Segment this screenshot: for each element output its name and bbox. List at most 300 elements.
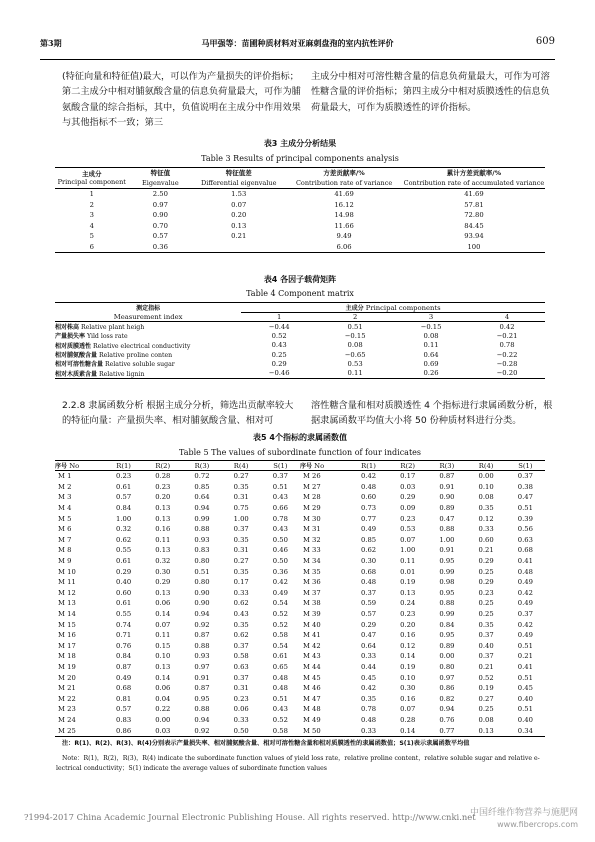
t5-header-r4-left: R(4) bbox=[233, 461, 249, 470]
t4-header-pc bbox=[241, 303, 545, 313]
index-name-en: Yild loss rate bbox=[86, 333, 128, 341]
table-cell: 0.35 bbox=[360, 694, 377, 703]
table-cell: 0.92 bbox=[194, 726, 210, 735]
sample-id: M 44 bbox=[302, 662, 321, 671]
table-cell: 0.94 bbox=[194, 715, 210, 724]
table-cell: 0.94 bbox=[439, 705, 455, 714]
sample-id: M 20 bbox=[58, 673, 76, 682]
table-cell: 0.84 bbox=[439, 620, 455, 629]
index-name-en: Relative lignin bbox=[98, 370, 145, 378]
table-cell: 0.35 bbox=[478, 504, 494, 513]
table-cell: 0.87 bbox=[194, 684, 210, 693]
t4-header-index-en: Measurement index bbox=[113, 312, 183, 321]
table-cell: 0.12 bbox=[478, 514, 494, 523]
table-cell: 0.57 bbox=[152, 232, 168, 241]
measurement-index-label bbox=[55, 331, 241, 340]
table-cell: 0.35 bbox=[478, 620, 494, 629]
table-cell: 0.76 bbox=[116, 641, 132, 650]
table-cell: 0.20 bbox=[400, 620, 416, 629]
table-cell: 0.33 bbox=[233, 715, 249, 724]
index-name-cn: 相对木质素含量 bbox=[55, 370, 98, 378]
table-cell: 2 bbox=[89, 200, 94, 209]
table-cell: 0.52 bbox=[272, 620, 288, 629]
table-cell: 0.47 bbox=[517, 493, 533, 502]
table-cell: 0.01 bbox=[400, 567, 416, 576]
loading-value: 0.29 bbox=[271, 359, 287, 368]
table-cell: 0.91 bbox=[439, 482, 455, 491]
table-cell: 0.38 bbox=[517, 482, 533, 491]
table-cell: 0.64 bbox=[360, 641, 377, 650]
table-cell: 0.35 bbox=[233, 620, 249, 629]
table-row bbox=[55, 651, 545, 662]
table-row bbox=[55, 577, 545, 588]
table-cell: 0.33 bbox=[360, 652, 377, 661]
t4-header-pc-cn: 主成分 bbox=[345, 305, 364, 312]
table-row bbox=[55, 725, 545, 736]
sample-id: M 12 bbox=[58, 588, 76, 597]
t5-header-no-en-left: No bbox=[69, 462, 80, 470]
sample-id: M 19 bbox=[58, 662, 76, 671]
table-cell: 0.21 bbox=[517, 652, 533, 661]
table-cell: 0.83 bbox=[116, 715, 132, 724]
table-cell: 0.90 bbox=[194, 588, 210, 597]
table-row bbox=[55, 368, 545, 378]
t3-header-acc-en: Contribution rate of accumulated variance bbox=[403, 179, 545, 187]
table-row bbox=[55, 503, 545, 514]
table-cell: 0.97 bbox=[439, 673, 455, 682]
table-cell: 0.60 bbox=[116, 588, 132, 597]
sample-id: M 50 bbox=[302, 726, 321, 735]
table4-caption-cn: 表4 各因子载荷矩阵 bbox=[263, 275, 337, 284]
t5-header-r2-right: R(2) bbox=[400, 461, 416, 470]
table-cell: 0.11 bbox=[155, 535, 171, 544]
table-cell: 0.49 bbox=[517, 599, 533, 608]
table-cell: 0.34 bbox=[517, 726, 533, 735]
table-cell: 0.95 bbox=[439, 588, 455, 597]
table-cell: 0.13 bbox=[155, 546, 171, 555]
measurement-index-label bbox=[55, 359, 241, 368]
table-cell: 0.43 bbox=[272, 705, 288, 714]
table-cell: 0.51 bbox=[272, 482, 288, 491]
watermark-logo bbox=[470, 808, 578, 830]
t4-header-pc-en: Principal components bbox=[365, 304, 441, 312]
table-cell: 0.91 bbox=[194, 673, 210, 682]
table3-pca-results bbox=[55, 167, 545, 253]
table-cell: 0.33 bbox=[478, 525, 494, 534]
table-cell: 0.06 bbox=[233, 705, 249, 714]
sample-id: M 25 bbox=[58, 726, 76, 735]
table-cell: 0.87 bbox=[116, 662, 132, 671]
sample-id: M 4 bbox=[58, 504, 72, 513]
table-cell: 0.37 bbox=[478, 652, 494, 661]
table-cell: 0.50 bbox=[272, 535, 288, 544]
table-cell: 14.98 bbox=[334, 211, 354, 220]
table-cell: 0.62 bbox=[233, 599, 249, 608]
table-cell: 0.35 bbox=[233, 535, 249, 544]
table-cell: 0.62 bbox=[116, 535, 132, 544]
table-cell: 0.84 bbox=[116, 652, 132, 661]
table-cell: 0.63 bbox=[233, 662, 249, 671]
table-cell: 0.48 bbox=[517, 567, 533, 576]
index-name-en: Relative electrical conductivity bbox=[92, 342, 191, 350]
sample-id: M 29 bbox=[302, 504, 321, 513]
sample-id: M 17 bbox=[58, 641, 76, 650]
table-cell: 0.99 bbox=[439, 610, 455, 619]
table-row bbox=[55, 588, 545, 599]
table-cell: 1.00 bbox=[116, 514, 132, 523]
running-title: 马甲强等：苗圃种质材料对亚麻刺盘孢的室内抗性评价 bbox=[201, 38, 394, 48]
t5-header-no-right bbox=[300, 461, 349, 471]
table-cell: 0.81 bbox=[116, 694, 132, 703]
table-row bbox=[55, 545, 545, 556]
sample-id: M 11 bbox=[58, 578, 76, 587]
t5-header-no-en-right: No bbox=[314, 462, 325, 470]
index-name-en: Relative soluble sugar bbox=[104, 361, 175, 369]
table-row bbox=[55, 231, 545, 242]
loading-value: −0.15 bbox=[344, 331, 366, 340]
table-cell: 0.64 bbox=[194, 493, 210, 502]
table-cell: 0.94 bbox=[194, 610, 210, 619]
t5-header-r4-right: R(4) bbox=[478, 461, 494, 470]
table-cell: 0.25 bbox=[478, 610, 494, 619]
sample-id: M 48 bbox=[302, 705, 321, 714]
table-cell: 1.00 bbox=[400, 546, 416, 555]
t5-header-r1-left: R(1) bbox=[116, 461, 131, 470]
table-cell: 0.78 bbox=[360, 705, 377, 714]
table-cell: 0.48 bbox=[272, 684, 288, 693]
table-cell: 16.12 bbox=[334, 200, 354, 209]
table-cell: 0.86 bbox=[439, 684, 455, 693]
table-cell: 0.60 bbox=[478, 535, 494, 544]
table-cell: 0.62 bbox=[360, 546, 377, 555]
table-cell: 0.29 bbox=[116, 567, 132, 576]
table-cell: 0.21 bbox=[478, 546, 494, 555]
measurement-index-label bbox=[55, 341, 241, 350]
table-cell: 0.61 bbox=[116, 599, 132, 608]
sample-id: M 7 bbox=[58, 535, 72, 544]
t3-header-var-en: Contribution rate of variance bbox=[295, 179, 393, 187]
table-cell: 0.48 bbox=[360, 715, 377, 724]
table-cell: 0.57 bbox=[360, 610, 377, 619]
table-cell: 0.92 bbox=[194, 620, 210, 629]
table-cell: 0.52 bbox=[272, 715, 288, 724]
table-cell: 0.37 bbox=[233, 673, 249, 682]
table-row bbox=[55, 513, 545, 524]
table-cell: 9.49 bbox=[336, 232, 352, 241]
t4-header-pc2: 2 bbox=[352, 313, 358, 321]
table-cell: 0.21 bbox=[478, 662, 494, 671]
table-cell: 0.45 bbox=[517, 684, 533, 693]
table-cell: 0.07 bbox=[231, 200, 247, 209]
table-cell: 0.93 bbox=[194, 652, 210, 661]
table-cell: 0.42 bbox=[517, 620, 533, 629]
table-cell: 0.65 bbox=[272, 662, 288, 671]
header-rule bbox=[40, 59, 555, 60]
table-cell: 100 bbox=[467, 242, 481, 251]
table-cell: 0.51 bbox=[517, 673, 533, 682]
table-cell: 0.14 bbox=[155, 673, 171, 682]
table-cell: 0.90 bbox=[439, 493, 455, 502]
table-cell: 0.50 bbox=[272, 557, 288, 566]
sample-id: M 42 bbox=[302, 641, 321, 650]
sample-id: M 49 bbox=[302, 715, 321, 724]
table-cell: 0.55 bbox=[116, 610, 132, 619]
sample-id: M 24 bbox=[58, 715, 76, 724]
table-row bbox=[55, 609, 545, 620]
t4-header-pc4: 4 bbox=[504, 313, 510, 321]
loading-value: 0.25 bbox=[271, 350, 287, 359]
table-cell: 0.25 bbox=[478, 705, 494, 714]
table-cell: 0.40 bbox=[478, 641, 494, 650]
table-cell: 0.90 bbox=[152, 211, 168, 220]
table-cell: 0.03 bbox=[155, 726, 171, 735]
loading-value: 0.53 bbox=[347, 359, 363, 368]
table-cell: 0.87 bbox=[194, 631, 210, 640]
table-cell: 0.70 bbox=[152, 221, 168, 230]
watermark-text-cn: 中国纤维作物营养与施肥网 bbox=[470, 808, 579, 818]
table-cell: 0.54 bbox=[272, 599, 288, 608]
table-cell: 0.25 bbox=[478, 599, 494, 608]
table-cell: 0.48 bbox=[360, 482, 377, 491]
table-cell: 0.37 bbox=[272, 472, 288, 481]
table-cell: 0.75 bbox=[233, 504, 249, 513]
table-cell: 1.53 bbox=[231, 190, 247, 199]
watermark-url: www.fibercrops.com bbox=[497, 820, 579, 829]
table-cell: 0.06 bbox=[155, 599, 171, 608]
table-cell: 0.23 bbox=[155, 482, 171, 491]
table-cell: 0.39 bbox=[517, 514, 533, 523]
t3-header-diff-cn: 特征值差 bbox=[225, 169, 252, 177]
measurement-index-label bbox=[55, 368, 241, 378]
table-cell: 0.88 bbox=[194, 705, 210, 714]
index-name-cn: 相对株高 bbox=[55, 324, 80, 332]
t4-header-index-cn: 测定指标 bbox=[136, 305, 161, 313]
loading-value: −0.44 bbox=[268, 322, 290, 331]
table-cell: 0.68 bbox=[517, 546, 533, 555]
sample-id: M 5 bbox=[58, 514, 72, 523]
table-cell: 0.93 bbox=[194, 535, 210, 544]
t3-header-diff-en: Differential eigenvalue bbox=[201, 179, 277, 187]
table5-note-cn: 注：R(1)、R(2)、R(3)、R(4)分别表示产量损失率、相对脯氨酸含量、相对可溶性糖含量和相对质膜透性的隶属函数值；S(1)表示隶属函数平均值 bbox=[62, 740, 470, 747]
table-cell: 0.14 bbox=[155, 610, 171, 619]
sample-id: M 37 bbox=[302, 588, 321, 597]
table-cell: 0.36 bbox=[272, 567, 288, 576]
table-cell: 0.37 bbox=[478, 631, 494, 640]
table-cell: 0.20 bbox=[155, 493, 171, 502]
table-cell: 0.36 bbox=[152, 242, 168, 251]
loading-value: 0.51 bbox=[347, 322, 363, 331]
table-cell: 0.88 bbox=[439, 525, 455, 534]
sample-id: M 2 bbox=[58, 482, 72, 491]
table-row bbox=[55, 683, 545, 694]
table-cell: 0.82 bbox=[439, 694, 455, 703]
table-cell: 0.97 bbox=[194, 662, 210, 671]
table-cell: 0.37 bbox=[517, 610, 533, 619]
loading-value: 0.11 bbox=[423, 341, 439, 350]
table-cell: 0.89 bbox=[439, 504, 455, 513]
table-cell: 0.48 bbox=[360, 578, 377, 587]
table-cell: 0.31 bbox=[233, 493, 249, 502]
table-cell: 0.37 bbox=[233, 641, 249, 650]
table-cell: 0.29 bbox=[400, 493, 416, 502]
table-cell: 0.04 bbox=[155, 694, 171, 703]
table-cell: 0.13 bbox=[155, 662, 171, 671]
section-2-2-8-right: 溶性糖含量和相对质膜透性 4 个指标进行隶属函数分析，根据隶属函数平均值大小将 50 份种质材料进行分类。 bbox=[311, 400, 553, 427]
section-2-2-8-left: 2.2.8 隶属函数分析 根据主成分分析，筛选出贡献率较大的特征向量：产量损失率、相对脯氨酸含量、相对可 bbox=[62, 400, 294, 427]
loading-value: −0.21 bbox=[496, 331, 518, 340]
table-cell: 0.35 bbox=[233, 482, 249, 491]
table-row bbox=[55, 200, 545, 211]
t3-header-pc-cn: 主成分 bbox=[82, 170, 102, 178]
table-cell: 0.07 bbox=[400, 535, 416, 544]
table-row bbox=[55, 242, 545, 253]
table-cell: 0.55 bbox=[116, 546, 132, 555]
table-cell: 0.08 bbox=[478, 715, 494, 724]
table-cell: 0.85 bbox=[194, 482, 210, 491]
table5-note-en-2: lectrical conductivity；S(1) indicate the average values of subordinate function values bbox=[56, 765, 327, 772]
table-cell: 0.11 bbox=[155, 631, 171, 640]
table-cell: 0.30 bbox=[155, 567, 171, 576]
table-cell: 0.51 bbox=[517, 641, 533, 650]
table-cell: 0.19 bbox=[400, 662, 416, 671]
table-cell: 0.13 bbox=[231, 221, 247, 230]
loading-value: 0.69 bbox=[423, 359, 439, 368]
sample-id: M 18 bbox=[58, 652, 76, 661]
table-cell: 0.43 bbox=[272, 525, 288, 534]
loading-value: 0.43 bbox=[271, 341, 287, 350]
index-name-en: Relative proline conten bbox=[98, 352, 173, 360]
table-cell: 6.06 bbox=[336, 242, 352, 251]
table-cell: 0.59 bbox=[360, 599, 377, 608]
sample-id: M 27 bbox=[302, 482, 321, 491]
t5-header-r2-left: R(2) bbox=[155, 461, 171, 470]
t3-header-acc-cn: 累计方差贡献率/% bbox=[446, 169, 502, 177]
table-row bbox=[55, 331, 545, 340]
table-cell: 0.37 bbox=[360, 588, 377, 597]
table-cell: 0.25 bbox=[478, 567, 494, 576]
loading-value: 0.78 bbox=[499, 341, 515, 350]
table-row bbox=[55, 556, 545, 567]
sample-id: M 41 bbox=[302, 631, 321, 640]
table-cell: 0.14 bbox=[400, 652, 416, 661]
table-cell: 0.28 bbox=[400, 715, 416, 724]
running-header bbox=[40, 38, 555, 50]
table-cell: 0.51 bbox=[517, 705, 533, 714]
table-row bbox=[55, 715, 545, 726]
table-cell: 0.31 bbox=[233, 546, 249, 555]
table-cell: 0.13 bbox=[155, 588, 171, 597]
table-cell: 72.80 bbox=[464, 211, 484, 220]
index-name-cn: 相对脯氨酸含量 bbox=[55, 352, 98, 360]
table-cell: 0.80 bbox=[194, 557, 210, 566]
copyright-footer: ?1994-2017 China Academic Journal Electronic Publishing House. All rights reserved. http://www.cnki.net bbox=[24, 812, 476, 822]
table-cell: 0.30 bbox=[360, 557, 377, 566]
loading-value: 0.52 bbox=[271, 331, 287, 340]
index-name-cn: 相对质膜透性 bbox=[55, 342, 92, 350]
t5-header-s1-right: S(1) bbox=[518, 461, 533, 470]
table-cell: 0.13 bbox=[478, 726, 494, 735]
table-cell: 0.88 bbox=[194, 525, 210, 534]
table-row bbox=[55, 221, 545, 232]
table-cell: 2.50 bbox=[152, 190, 168, 199]
table-row bbox=[55, 322, 545, 332]
body-paragraph-left: (特征向量和特征值)最大，可以作为产量损失的评价指标；第二主成分中相对脯氨酸含量的信息负荷量最大，可作为脯氨酸含量的综合指标，其中，负值说明在主成分中作用效果与其他指标不一致；第三 bbox=[62, 71, 301, 129]
table-cell: 0.42 bbox=[272, 578, 288, 587]
table-cell: 1.00 bbox=[439, 535, 455, 544]
table5-caption-en: Table 5 The values of subordinate function of four indicates bbox=[179, 448, 421, 457]
table-cell: 0.13 bbox=[400, 588, 416, 597]
table-cell: 0.12 bbox=[400, 641, 416, 650]
table-cell: 0.37 bbox=[517, 472, 533, 481]
table-row bbox=[55, 704, 545, 715]
table-row bbox=[55, 359, 545, 368]
table-cell: 0.60 bbox=[360, 493, 377, 502]
table-cell: 0.07 bbox=[155, 620, 171, 629]
table-cell: 0.77 bbox=[360, 514, 377, 523]
table-cell: 0.95 bbox=[439, 557, 455, 566]
table-cell: 0.23 bbox=[400, 610, 416, 619]
table-cell: 0.42 bbox=[360, 472, 377, 481]
table-cell: 0.46 bbox=[272, 546, 288, 555]
sample-id: M 23 bbox=[58, 705, 76, 714]
table-cell: 0.13 bbox=[155, 504, 171, 513]
table-cell: 0.40 bbox=[517, 715, 533, 724]
sample-id: M 14 bbox=[58, 610, 76, 619]
table-cell: 0.27 bbox=[233, 557, 249, 566]
table4-component-matrix bbox=[55, 302, 545, 379]
table-cell: 0.41 bbox=[517, 557, 533, 566]
table-cell: 0.23 bbox=[478, 588, 494, 597]
table-cell: 0.20 bbox=[231, 211, 247, 220]
table-cell: 0.42 bbox=[360, 684, 377, 693]
table-cell: 0.35 bbox=[233, 567, 249, 576]
table-cell: 0.71 bbox=[116, 631, 132, 640]
index-name-en: Relative plant heigh bbox=[80, 324, 145, 332]
table-cell: 0.49 bbox=[517, 578, 533, 587]
table-cell: 0.72 bbox=[194, 472, 210, 481]
table-cell: 0.45 bbox=[360, 673, 377, 682]
table4-body bbox=[55, 322, 545, 379]
table-cell: 0.00 bbox=[155, 715, 171, 724]
table-cell: 0.27 bbox=[478, 694, 494, 703]
table-cell: 0.88 bbox=[439, 599, 455, 608]
table-cell: 0.11 bbox=[400, 557, 416, 566]
table5-body bbox=[55, 471, 545, 737]
table-cell: 0.88 bbox=[194, 641, 210, 650]
table-cell: 0.58 bbox=[233, 652, 249, 661]
table-cell: 0.17 bbox=[400, 472, 416, 481]
table-cell: 0.83 bbox=[194, 546, 210, 555]
sample-id: M 10 bbox=[58, 567, 76, 576]
sample-id: M 15 bbox=[58, 620, 76, 629]
table-row bbox=[55, 630, 545, 641]
table-cell: 0.40 bbox=[517, 694, 533, 703]
table-row bbox=[55, 189, 545, 200]
table-cell: 0.16 bbox=[155, 525, 171, 534]
table-cell: 84.45 bbox=[464, 221, 484, 230]
loading-value: 0.11 bbox=[347, 369, 363, 378]
table-cell: 0.89 bbox=[439, 641, 455, 650]
table-cell: 0.74 bbox=[116, 620, 132, 629]
table-cell: 0.50 bbox=[233, 726, 249, 735]
table-cell: 0.80 bbox=[439, 662, 455, 671]
table-cell: 0.51 bbox=[272, 694, 288, 703]
table-cell: 0.29 bbox=[360, 620, 377, 629]
table-cell: 0.84 bbox=[116, 504, 132, 513]
table-cell: 0.87 bbox=[439, 472, 455, 481]
table-cell: 0.23 bbox=[116, 472, 132, 481]
table-cell: 0.16 bbox=[400, 631, 416, 640]
